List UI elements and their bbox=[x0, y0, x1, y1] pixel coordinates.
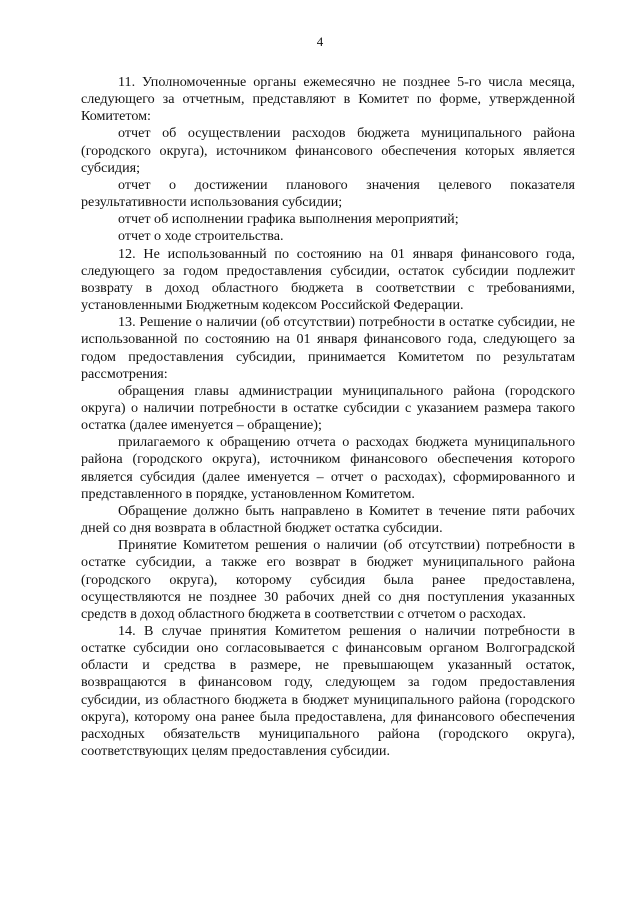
document-body bbox=[81, 74, 575, 760]
paragraph-13-decision-terms: Принятие Комитетом решения о наличии (об отсутствии) потребности в остатке субсидии, а также его возврат в бюджет муниципального района (городского округа), которому субсидия была ранее предоставлена, осуществляются не позднее 30 рабочих дней со дня поступления указанных средств в доход областного бюджета в соответствии с отчетом о расходах. bbox=[81, 537, 575, 622]
paragraph-11-item-schedule-report: отчет об исполнении графика выполнения мероприятий; bbox=[118, 211, 459, 228]
paragraph-13-item-appeal: обращения главы администрации муниципального района (городского округа) о наличии потребности в остатке субсидии с указанием размера такого остатка (далее именуется – обращение); bbox=[81, 382, 575, 434]
paragraph-13-appeal-deadline: Обращение должно быть направлено в Комитет в течение пяти рабочих дней со дня возврата в областной бюджет остатка субсидии. bbox=[81, 502, 575, 537]
paragraph-11-item-expenses-report: отчет об осуществлении расходов бюджета муниципального района (городского округа), источником финансового обеспечения которых является субсидия; bbox=[81, 125, 575, 176]
paragraph-11: 11. Уполномоченные органы ежемесячно не позднее 5-го числа месяца, следующего за отчетным, представляют в Комитет по форме, утвержденной Комитетом: bbox=[81, 74, 575, 125]
paragraph-13-item-expense-report: прилагаемого к обращению отчета о расходах бюджета муниципального района (городского округа), источником финансового обеспечения которого является субсидия (далее именуется – отчет о расходах), сформированного и представленного в порядке, установленном Комитетом. bbox=[81, 434, 575, 502]
paragraph-11-item-indicator-report: отчет о достижении планового значения целевого показателя результативности использования субсидии; bbox=[81, 176, 575, 211]
paragraph-13: 13. Решение о наличии (об отсутствии) потребности в остатке субсидии, не использованной по состоянию на 01 января финансового года, следующего за годом предоставления субсидии, принимается Комитетом по результатам рассмотрения: bbox=[81, 314, 575, 382]
paragraph-14: 14. В случае принятия Комитетом решения о наличии потребности в остатке субсидии оно согласовывается с финансовым органом Волгоградской области и средства в размере, не превышающем указанный остаток, возвращаются в финансовом году, следующем за годом предоставления субсидии, из областного бюджета в бюджет муниципального района (городского округа), которому она ранее была предоставлена, для финансового обеспечения расходных обязательств муниципального района (городского округа), соответствующих целям предоставления субсидии. bbox=[81, 623, 575, 760]
paragraph-11-item-construction-report: отчет о ходе строительства. bbox=[118, 228, 284, 245]
page-number: 4 bbox=[316, 34, 324, 49]
paragraph-12: 12. Не использованный по состоянию на 01 января финансового года, следующего за годом предоставления субсидии, остаток субсидии подлежит возврату в доход областного бюджета в соответствии с требованиями, установленными Бюджетным кодексом Российской Федерации. bbox=[81, 245, 575, 314]
